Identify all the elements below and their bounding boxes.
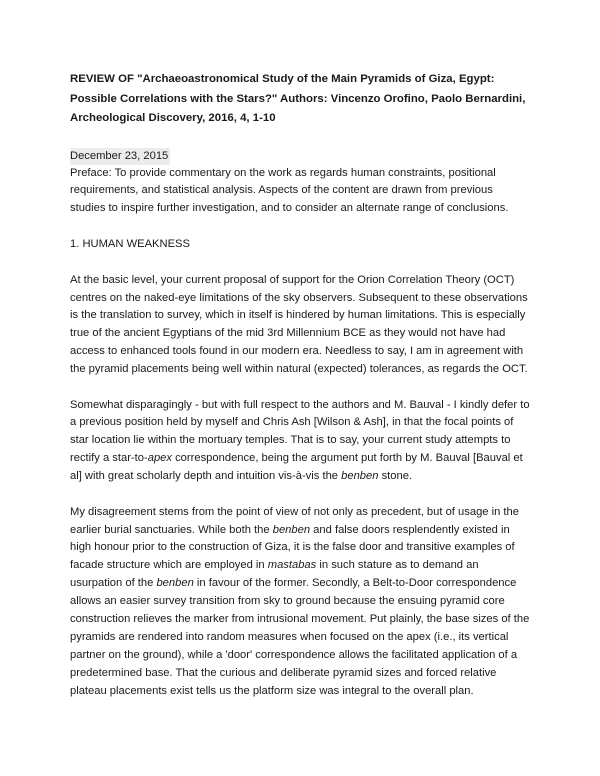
text-run: My disagreement stems from the point of view of not only as precedent, but of usage in the earlier burial sanctuaries. While both the (70, 505, 519, 536)
italic-term: benben (156, 577, 194, 590)
text-run: in such stature as to demand an usurpation of the (70, 559, 479, 590)
document-date: December 23, 2015 (70, 148, 170, 165)
body-paragraph-3 (70, 504, 530, 701)
document-title: REVIEW OF "Archaeoastronomical Study of the Main Pyramids of Giza, Egypt: Possible Correlations with the Stars?" Authors: Vincenzo Orofino, Paolo Bernardini, Archeological Discovery, 2016, 4, 1-10 (70, 73, 526, 124)
text-run: stone. (378, 470, 413, 483)
section-heading-human-weakness: 1. HUMAN WEAKNESS (70, 238, 190, 251)
text-run: and false doors resplendently existed in high honour prior to the construction of Giza, it is the false door and transitive examples of facade structure which are employed in (70, 523, 515, 572)
body-paragraph-1: At the basic level, your current proposal of support for the Orion Correlation Theory (OCT) centres on the naked-eye limitations of the sky observers. Subsequent to these observations is the translation to survey, which in itself is hindered by human limitations. This is especially true of the ancient Egyptians of the mid 3rd Millennium BCE as they would not have had access to enhanced tools found in our modern era. Needless to say, I am in agreement with the pyramid placements being well within natural (expected) tolerances, as regards the OCT. (70, 273, 528, 376)
italic-term: benben (341, 470, 379, 483)
italic-term: apex (147, 452, 172, 465)
text-run: Somewhat disparagingly - but with full respect to the authors and M. Bauval - I kindly defer to a previous position held by myself and Chris Ash [Wilson & Ash], in that the focal points of star location lie within the mortuary temples. That is to say, your current study attempts to rectify a star-to- (70, 398, 530, 465)
text-run: correspondence, being the argument put forth by M. Bauval [Bauval et al] with great scholarly depth and intuition vis-à-vis the (70, 452, 523, 483)
text-run: in favour of the former. Secondly, a Belt-to-Door correspondence allows an easier survey transition from sky to ground because the ensuing pyramid core construction relieves the marker from intrusional movement. Put plainly, the base sizes of the pyramids are rendered into random measures when focused on the apex (i.e., its vertical partner on the ground), while a 'door' correspondence allows the facilitated application of a predetermined base. That the curious and deliberate pyramid sizes and forced relative plateau placements exist tells us the platform size was integral to the overall plan. (70, 577, 530, 697)
italic-term: mastabas (267, 559, 317, 572)
preface-paragraph: Preface: To provide commentary on the work as regards human constraints, positional requirements, and statistical analysis. Aspects of the content are drawn from previous studies to inspire further investigation, and to consider an alternate range of conclusions. (70, 166, 509, 215)
italic-term: benben (272, 523, 311, 536)
body-paragraph-2 (70, 397, 530, 487)
